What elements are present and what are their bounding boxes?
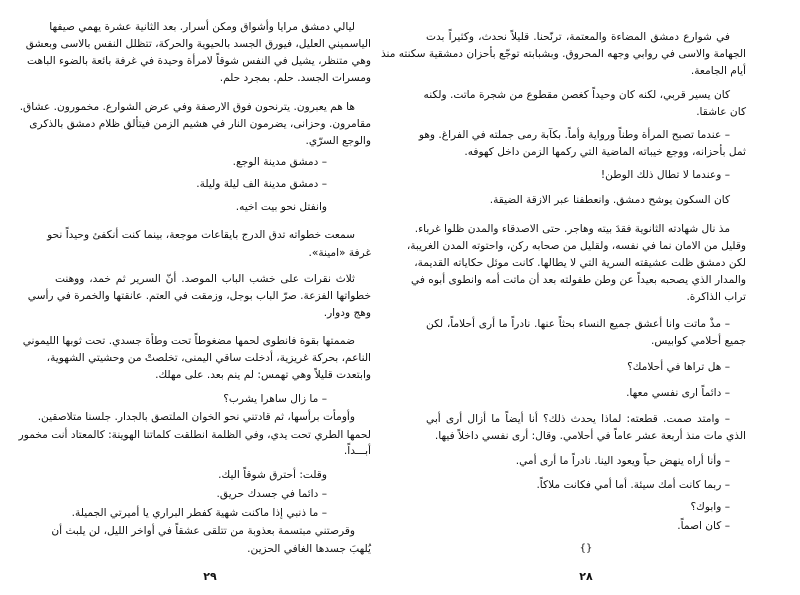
text-line: خطواتها الفزعة. صرّ الباب بوجل، وزمقت في العتم. عانقتها والخمرة في رأسي — [27, 290, 371, 302]
text-line: وقرصتني مبتسمة بعذوبة من تتلقى عشقاً في أواخر الليل، لن يلبث أن — [51, 525, 355, 537]
text-line: مذ نال شهادته الثانوية فقدَ بيته وهاجر. حتى الاصدقاء والمدن ظلوا غرباء. — [414, 223, 730, 235]
text-line: تراب الذاكرة. — [686, 291, 746, 303]
text-line: ومسرات الجسد. حلم. بمجرد حلم. — [219, 72, 371, 84]
dialogue-line: – هل تراها في أحلامك؟ — [627, 361, 730, 373]
text-line: وانفتل نحو بيت اخيه. — [235, 201, 327, 213]
dialogue-line: – دائما في جسدك حريق. — [216, 488, 327, 500]
text-line: الياسميني العليل، فيورق الجسد بالحيوية والحركة، تتظلل النفس بالاسى وبعشق — [25, 38, 371, 50]
text-line: في شوارع دمشق المضاءة والمعتمة، ترنّحنا. قليلاً نحدث، وكثيراً بدت — [426, 31, 730, 43]
text-line: سمعت خطواته تدق الدرج بايقاعات موجعة، بينما كنت أنكفئ وحيداً نحو — [47, 229, 355, 241]
dialogue-line: – ما ذنبي إذا ماكنت شهية كفطر البراري يا أميرتي الجميلة. — [71, 507, 327, 519]
text-line: لكن دمشق ظلت عشيقته السرية التي لا يطالها. كانت موئل حكاياته القديمة، — [414, 257, 746, 269]
text-line: وهي متنظر، يشيل في النفس شوقاً لامرأة وحيدة في غرفة بائعة بالضوء الباهت — [27, 55, 371, 67]
text-line: مقامرون. وحزانى، يضرمون النار في هشيم الزمن فيتألق ظلام دمشق بالذكرى — [29, 118, 371, 130]
left-page — [18, 0, 371, 595]
text-line: الذي مات منذ أربعة عشر عاماً في أحلامي. وقال: أرى نفسي داخلاً فيها. — [434, 430, 746, 442]
text-line: كان السكون يوشح دمشق. وانعطفنا عبر الازقة الضيقة. — [489, 194, 730, 206]
text-line: والمدار الذي يصحبه بعيداً عن وطن طفولته بعد أن ماتت أمه وانطوى أبوه في — [411, 274, 746, 286]
text-line: ثمل بأحزانه، ووجع خيباته الماضية التي ركمها الزمن داخل كهوفه. — [464, 146, 746, 158]
text-line: الجهامة والاسى في روابي وجهه المحروق. وبشبابته توجّع بأحزان دمشقية سكنته منذ — [380, 48, 746, 60]
dialogue-line: – عندما تصبح المرأة وطناً ورواية وأماً. بكآبة رمى جملته في الفراغ. وهو — [418, 129, 730, 141]
dialogue-line: – وعندما لا تطال ذلك الوطن! — [600, 169, 730, 181]
page-number: ٢٩ — [203, 570, 217, 583]
text-line: وابتعدت قليلاً وهي تهمس: لم ينم بعد. على مهلك. — [155, 369, 371, 381]
text-line: وقليل من الامان نما في نفسه، ولقليل من صحابه ركن، واحتوته المدن الغريبة، — [406, 240, 746, 252]
dialogue-line: – ما زال ساهرا يشرب؟ — [223, 393, 327, 405]
text-line: وهج ودوار. — [323, 307, 371, 319]
page-number: ٢٨ — [579, 570, 593, 583]
section-end-marker: {} — [579, 543, 593, 554]
text-line: ها هم يعبرون. يترنحون فوق الارصفة وفي عرض الشوارع. مخمورون. عشاق. — [19, 101, 355, 113]
right-page — [380, 0, 746, 595]
dialogue-line: – دمشق مدينة الوجع. — [232, 156, 327, 168]
text-line: أبـــداً. — [343, 445, 371, 457]
dialogue-line: – وأنا أراه ينهض حياً ويعود الينا. نادراً ما أرى أمي. — [515, 455, 730, 467]
text-line: ضممتها بقوة فانطوى لحمها مضغوطاً تحت وطأة جسدي. تحت ثوبها الليموني — [22, 335, 355, 347]
text-line: كان عاشقا. — [696, 106, 746, 118]
dialogue-line: – ربما كانت أمك سيئة. أما أمي فكانت ملاكاً. — [536, 479, 730, 491]
text-line: وأومأت برأسها، ثم قادتني نحو الخوان الملتصق بالجدار. جلسنا متلاصقين. — [37, 411, 355, 423]
text-line: لحمها الطري تحت يدي، وفي الظلمة انطلقت كلماتنا الهوينة: كالمعتاد أنت مخمور — [18, 429, 371, 441]
text-line: غرفة «امينة». — [308, 247, 371, 259]
text-line: الناعم، بحركة غريزية، أدخلت ساقي اليمنى، تخلصتْ من وحشيتي الشهوية، — [46, 352, 371, 364]
text-line: كان يسير قربي، لكنه كان وحيداً كغصن مقطوع من شجرة ماتت. ولكنه — [423, 89, 730, 101]
text-line: ليالي دمشق مرايا وأشواق ومكن أسرار. بعد الثانية عشرة يهمي صيفها — [49, 21, 355, 33]
dialogue-line: – مذْ ماتت وانا أعشق جميع النساء بحثاً عنها. نادراً ما أرى أحلاماً، لكن — [426, 318, 730, 330]
text-line: وقلت: أحترق شوقاً اليك. — [218, 469, 327, 481]
dialogue-line: – دمشق مدينة الف ليلة وليلة. — [196, 178, 327, 190]
dialogue-line: – دائماً ارى نفسي معها. — [626, 387, 730, 399]
dialogue-line: – كان اصماً. — [677, 520, 730, 532]
text-line: ثلاث نقرات على خشب الباب الموصد. أنّ السرير ثم خمد، ووهنت — [55, 273, 355, 285]
text-line: جميع أحلامي كوابيس. — [650, 335, 746, 347]
dialogue-line: – وامتد صمت. قطعته: لماذا يحدث ذلك؟ أنا أيضاً ما أزال أرى أبي — [426, 413, 730, 425]
text-line: يُلهبَ جسدها الغافي الحزين. — [247, 543, 371, 555]
text-line: أيام الجامعة. — [690, 65, 746, 77]
text-line: والوجع السرّي. — [305, 135, 371, 147]
dialogue-line: – وابوك؟ — [690, 501, 730, 513]
